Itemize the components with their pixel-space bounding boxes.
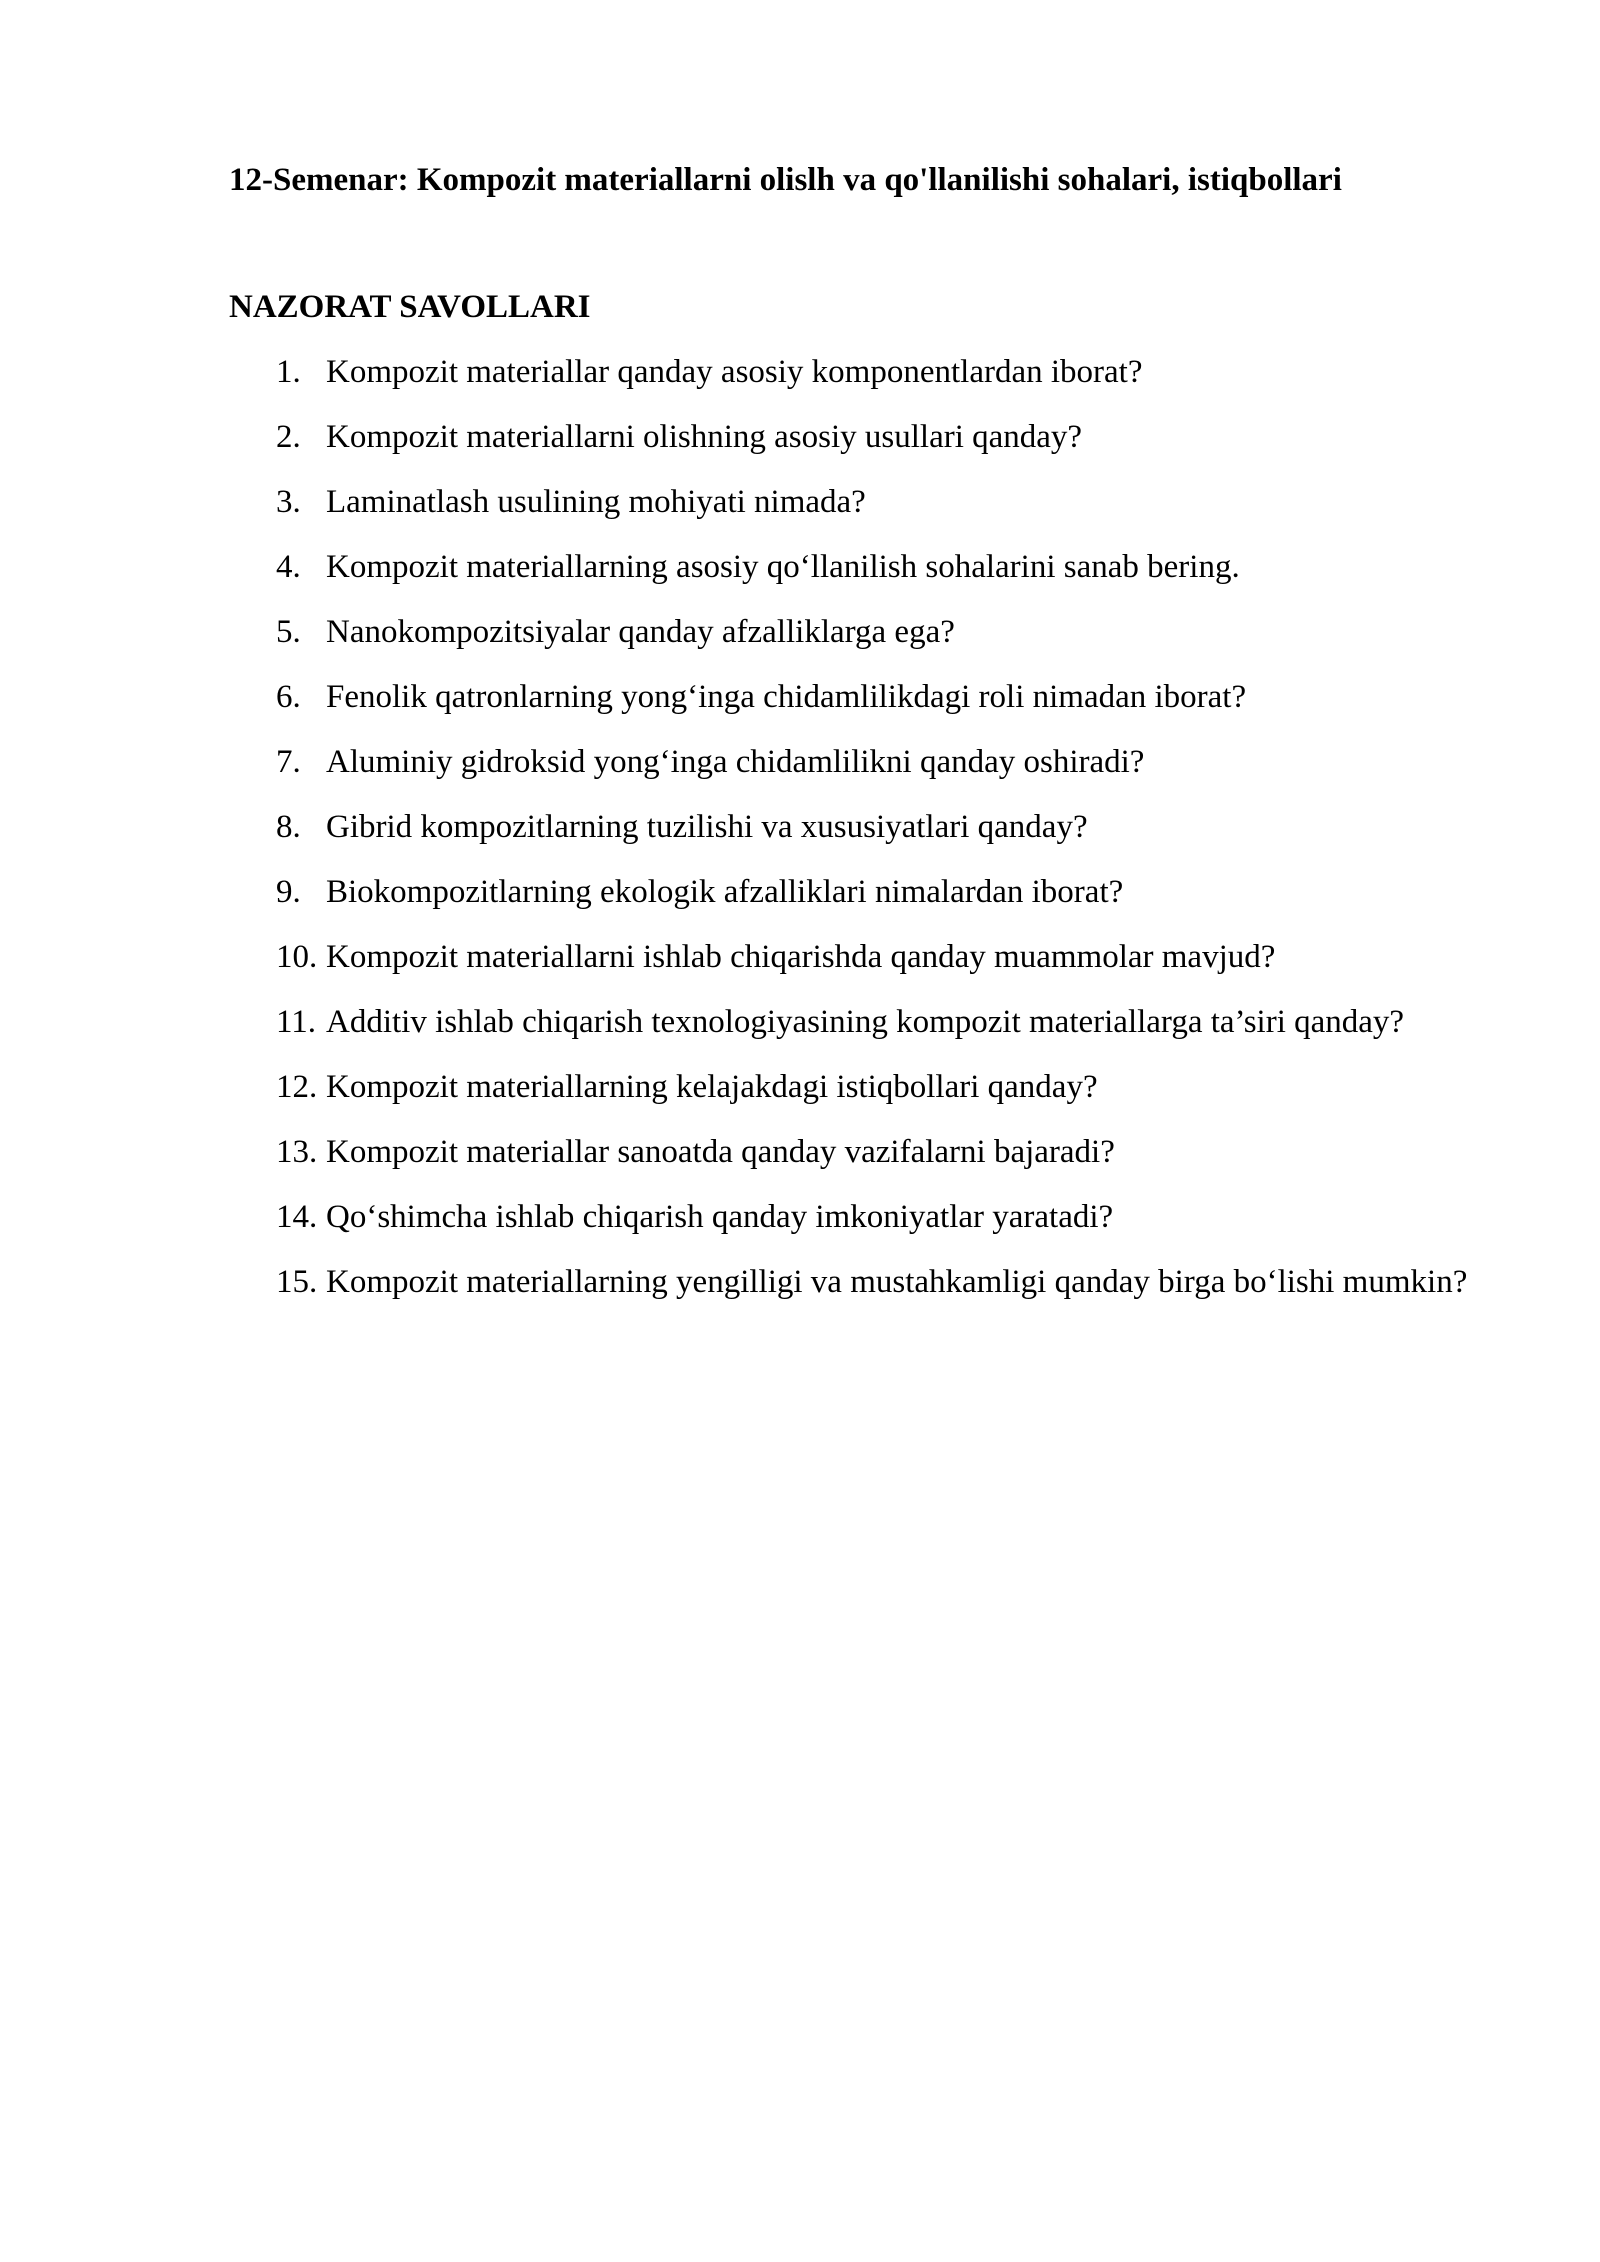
question-number: 12. — [276, 1069, 318, 1105]
question-number: 15. — [276, 1264, 318, 1300]
question-item — [229, 340, 1488, 405]
question-item — [229, 665, 1488, 730]
document-page — [229, 148, 1488, 1315]
question-item — [229, 1185, 1488, 1250]
question-item — [229, 990, 1488, 1055]
question-text: Gibrid kompozitlarning tuzilishi va xususiyatlari qanday? — [326, 809, 1088, 845]
question-text: Kompozit materiallarning asosiy qo‘llanilish sohalarini sanab bering. — [326, 549, 1240, 585]
question-number: 6. — [276, 679, 301, 715]
question-text: Kompozit materiallarni olishning asosiy usullari qanday? — [326, 419, 1083, 455]
question-number: 7. — [276, 744, 301, 780]
question-text: Aluminiy gidroksid yong‘inga chidamlilikni qanday oshiradi? — [326, 744, 1145, 780]
document-title: 12-Semenar: Kompozit materiallarni olislh va qo'llanilishi sohalari, istiqbollari — [229, 162, 1342, 198]
question-item — [229, 1120, 1488, 1185]
question-item — [229, 730, 1488, 795]
question-number: 9. — [276, 874, 301, 910]
question-number: 11. — [276, 1004, 317, 1040]
question-item — [229, 1250, 1488, 1315]
question-number: 14. — [276, 1199, 318, 1235]
question-item — [229, 470, 1488, 535]
question-item — [229, 535, 1488, 600]
question-item — [229, 860, 1488, 925]
question-text: Kompozit materiallar sanoatda qanday vazifalarni bajaradi? — [326, 1134, 1115, 1170]
section-heading: NAZORAT SAVOLLARI — [229, 289, 591, 325]
question-item — [229, 925, 1488, 990]
questions-list — [229, 340, 1488, 1315]
question-text: Kompozit materiallarning yengilligi va mustahkamligi qanday birga bo‘lishi mumkin? — [326, 1264, 1468, 1300]
question-text: Kompozit materiallarni ishlab chiqarishda qanday muammolar mavjud? — [326, 939, 1276, 975]
question-text: Laminatlash usulining mohiyati nimada? — [326, 484, 866, 520]
question-number: 13. — [276, 1134, 318, 1170]
question-text: Fenolik qatronlarning yong‘inga chidamlilikdagi roli nimadan iborat? — [326, 679, 1247, 715]
question-text: Additiv ishlab chiqarish texnologiyasining kompozit materiallarga ta’siri qanday? — [326, 1004, 1405, 1040]
question-number: 10. — [276, 939, 318, 975]
question-number: 5. — [276, 614, 301, 650]
question-text: Nanokompozitsiyalar qanday afzalliklarga ega? — [326, 614, 955, 650]
question-text: Biokompozitlarning ekologik afzalliklari nimalardan iborat? — [326, 874, 1124, 910]
question-item — [229, 405, 1488, 470]
question-item — [229, 600, 1488, 665]
question-number: 4. — [276, 549, 301, 585]
question-number: 1. — [276, 354, 301, 390]
question-text: Qo‘shimcha ishlab chiqarish qanday imkoniyatlar yaratadi? — [326, 1199, 1114, 1235]
question-number: 3. — [276, 484, 301, 520]
question-number: 2. — [276, 419, 301, 455]
question-text: Kompozit materiallar qanday asosiy komponentlardan iborat? — [326, 354, 1143, 390]
question-text: Kompozit materiallarning kelajakdagi istiqbollari qanday? — [326, 1069, 1098, 1105]
question-number: 8. — [276, 809, 301, 845]
question-item — [229, 795, 1488, 860]
question-item — [229, 1055, 1488, 1120]
